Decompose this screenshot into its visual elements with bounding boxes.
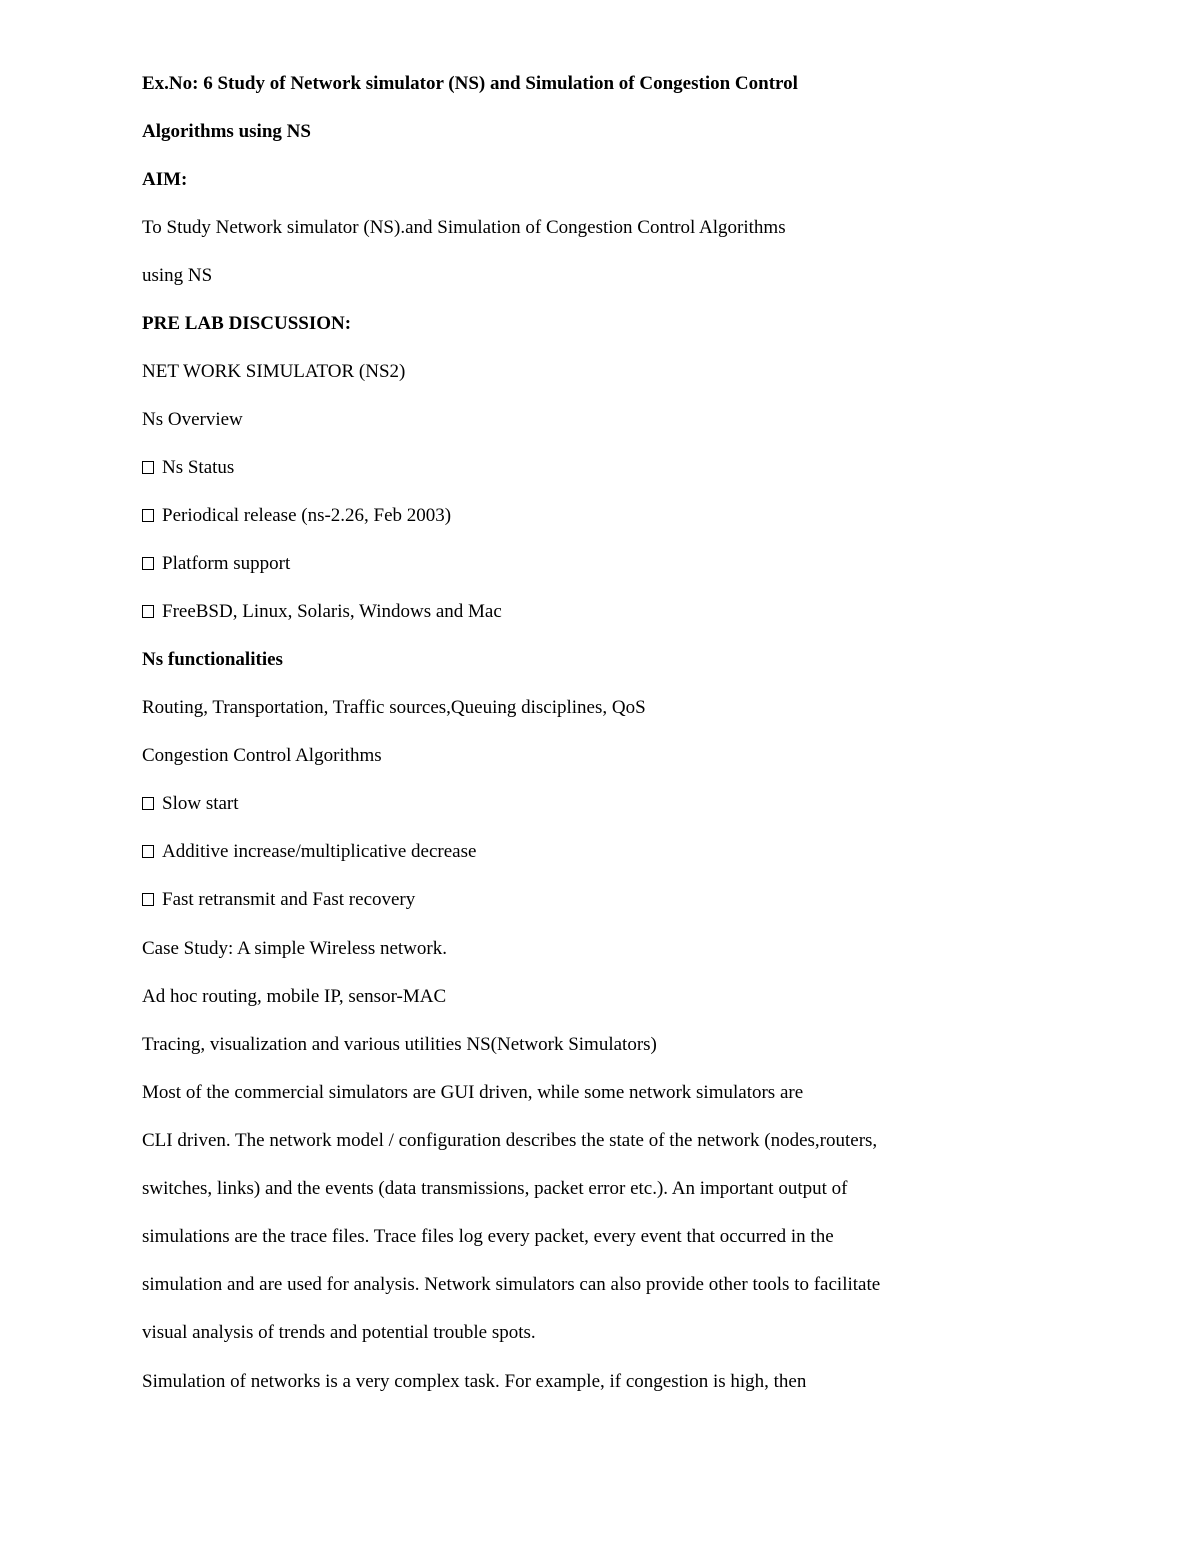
bullet-box-icon	[142, 557, 154, 570]
prelab-heading: PRE LAB DISCUSSION:	[142, 313, 352, 334]
adhoc-routing: Ad hoc routing, mobile IP, sensor-MAC	[142, 986, 447, 1007]
list-item	[142, 888, 415, 912]
bullet-box-icon	[142, 893, 154, 906]
bullet-box-icon	[142, 605, 154, 618]
list-item-text: Periodical release (ns-2.26, Feb 2003)	[162, 505, 452, 526]
paragraph-line: switches, links) and the events (data transmissions, packet error etc.). An important output of	[142, 1178, 848, 1199]
list-item-text: Additive increase/multiplicative decrease	[162, 841, 477, 862]
paragraph-line: Simulation of networks is a very complex task. For example, if congestion is high, then	[142, 1371, 807, 1392]
list-item-text: Ns Status	[162, 457, 235, 478]
bullet-box-icon	[142, 845, 154, 858]
list-item-text: FreeBSD, Linux, Solaris, Windows and Mac	[162, 601, 502, 622]
paragraph-line: CLI driven. The network model / configuration describes the state of the network (nodes,routers,	[142, 1130, 878, 1151]
functionalities-heading: Ns functionalities	[142, 649, 283, 670]
title-line-1: Ex.No: 6 Study of Network simulator (NS) and Simulation of Congestion Control	[142, 73, 798, 94]
case-study: Case Study: A simple Wireless network.	[142, 938, 447, 959]
functionalities-text: Routing, Transportation, Traffic sources,Queuing disciplines, QoS	[142, 697, 646, 718]
bullet-box-icon	[142, 509, 154, 522]
bullet-box-icon	[142, 797, 154, 810]
paragraph-line: Most of the commercial simulators are GUI driven, while some network simulators are	[142, 1082, 804, 1103]
list-item-text: Slow start	[162, 793, 239, 814]
paragraph-line: visual analysis of trends and potential trouble spots.	[142, 1322, 536, 1343]
title-line-2: Algorithms using NS	[142, 121, 311, 142]
aim-text-line-2: using NS	[142, 265, 213, 286]
list-item	[142, 552, 290, 576]
tracing-line: Tracing, visualization and various utilities NS(Network Simulators)	[142, 1034, 657, 1055]
list-item	[142, 504, 451, 528]
list-item	[142, 456, 234, 480]
bullet-box-icon	[142, 461, 154, 474]
list-item-text: Platform support	[162, 553, 291, 574]
ns2-title: NET WORK SIMULATOR (NS2)	[142, 361, 406, 382]
aim-heading: AIM:	[142, 169, 188, 190]
list-item	[142, 792, 239, 816]
aim-text-line-1: To Study Network simulator (NS).and Simulation of Congestion Control Algorithms	[142, 217, 786, 238]
paragraph-line: simulation and are used for analysis. Network simulators can also provide other tools to facilitate	[142, 1274, 881, 1295]
list-item	[142, 600, 502, 624]
list-item-text: Fast retransmit and Fast recovery	[162, 889, 416, 910]
list-item	[142, 840, 476, 864]
cc-heading: Congestion Control Algorithms	[142, 745, 382, 766]
ns-overview: Ns Overview	[142, 409, 243, 430]
paragraph-line: simulations are the trace files. Trace files log every packet, every event that occurred in the	[142, 1226, 834, 1247]
